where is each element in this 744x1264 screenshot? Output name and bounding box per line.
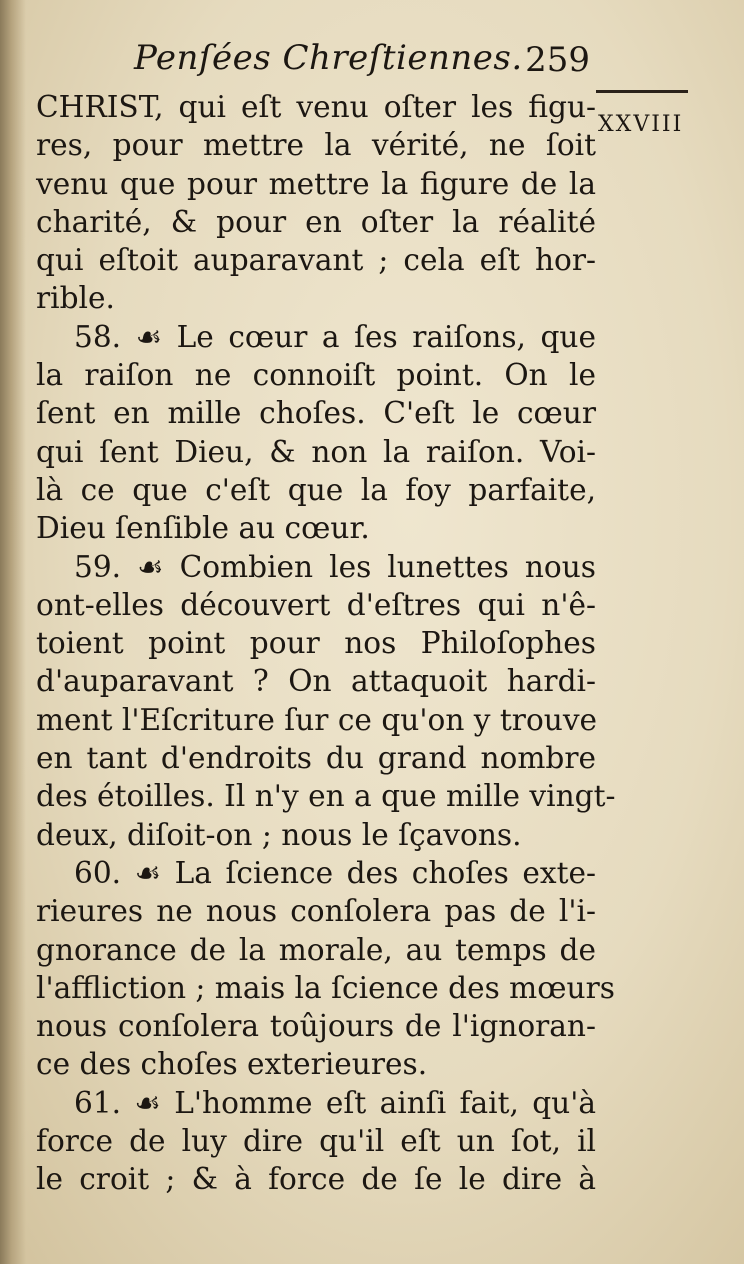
margin-rule bbox=[596, 90, 688, 93]
body-text bbox=[36, 88, 616, 1199]
binding-gutter bbox=[0, 0, 26, 1264]
text-line: qui eſtoit auparavant ; cela eſt hor- bbox=[36, 243, 596, 278]
margin-note: XXVIII bbox=[598, 112, 684, 137]
page-number: 259 bbox=[525, 40, 590, 80]
running-title: Penſées Chreſtiennes. bbox=[134, 38, 523, 78]
text-line: le croit ; & à force de ſe le dire à bbox=[36, 1162, 596, 1197]
text-line: la raiſon ne connoiſt point. On le bbox=[36, 358, 596, 393]
text-line: 58. ☙ Le cœur a ſes raiſons, que bbox=[74, 319, 596, 354]
text-line: deux, diſoit-on ; nous le ſçavons. bbox=[36, 817, 522, 852]
text-line: Dieu ſenſible au cœur. bbox=[36, 511, 370, 546]
text-line: CHRIST, qui eſt venu oſter les figu- bbox=[36, 90, 596, 124]
text-line: en tant d'endroits du grand nombre bbox=[36, 741, 596, 776]
text-line: gnorance de la morale, au temps de bbox=[36, 932, 596, 967]
text-line: rible. bbox=[36, 281, 115, 316]
text-line: rieures ne nous conſolera pas de l'i- bbox=[36, 894, 596, 929]
text-line: charité, & pour en oſter la réalité bbox=[36, 204, 596, 239]
text-line: l'affliction ; mais la ſcience des mœurs bbox=[36, 970, 615, 1005]
page-header bbox=[120, 38, 590, 88]
text-line: des étoilles. Il n'y en a que mille vingt- bbox=[36, 779, 616, 814]
text-line: là ce que c'eſt que la foy parfaite, bbox=[36, 472, 596, 507]
text-line: nous conſolera toûjours de l'ignoran- bbox=[36, 1009, 596, 1044]
text-line: force de luy dire qu'il eſt un ſot, il bbox=[36, 1124, 596, 1159]
text-line: ont-elles découvert d'eſtres qui n'ê- bbox=[36, 587, 596, 622]
text-line: 59. ☙ Combien les lunettes nous bbox=[74, 549, 596, 584]
text-line: 61. ☙ L'homme eſt ainſi fait, qu'à bbox=[74, 1085, 596, 1120]
text-line: d'auparavant ? On attaquoit hardi- bbox=[36, 664, 596, 699]
text-line: qui ſent Dieu, & non la raiſon. Voi- bbox=[36, 434, 596, 469]
text-line: toient point pour nos Philoſophes bbox=[36, 626, 596, 661]
text-line: ce des choſes exterieures. bbox=[36, 1047, 428, 1082]
text-line: 60. ☙ La ſcience des choſes exte- bbox=[74, 855, 596, 890]
text-line: venu que pour mettre la figure de la bbox=[36, 166, 596, 201]
text-line: ment l'Eſcriture ſur ce qu'on y trouve bbox=[36, 702, 598, 737]
text-line: ſent en mille choſes. C'eſt le cœur bbox=[36, 396, 596, 431]
text-line: res, pour mettre la vérité, ne ſoit bbox=[36, 128, 596, 163]
